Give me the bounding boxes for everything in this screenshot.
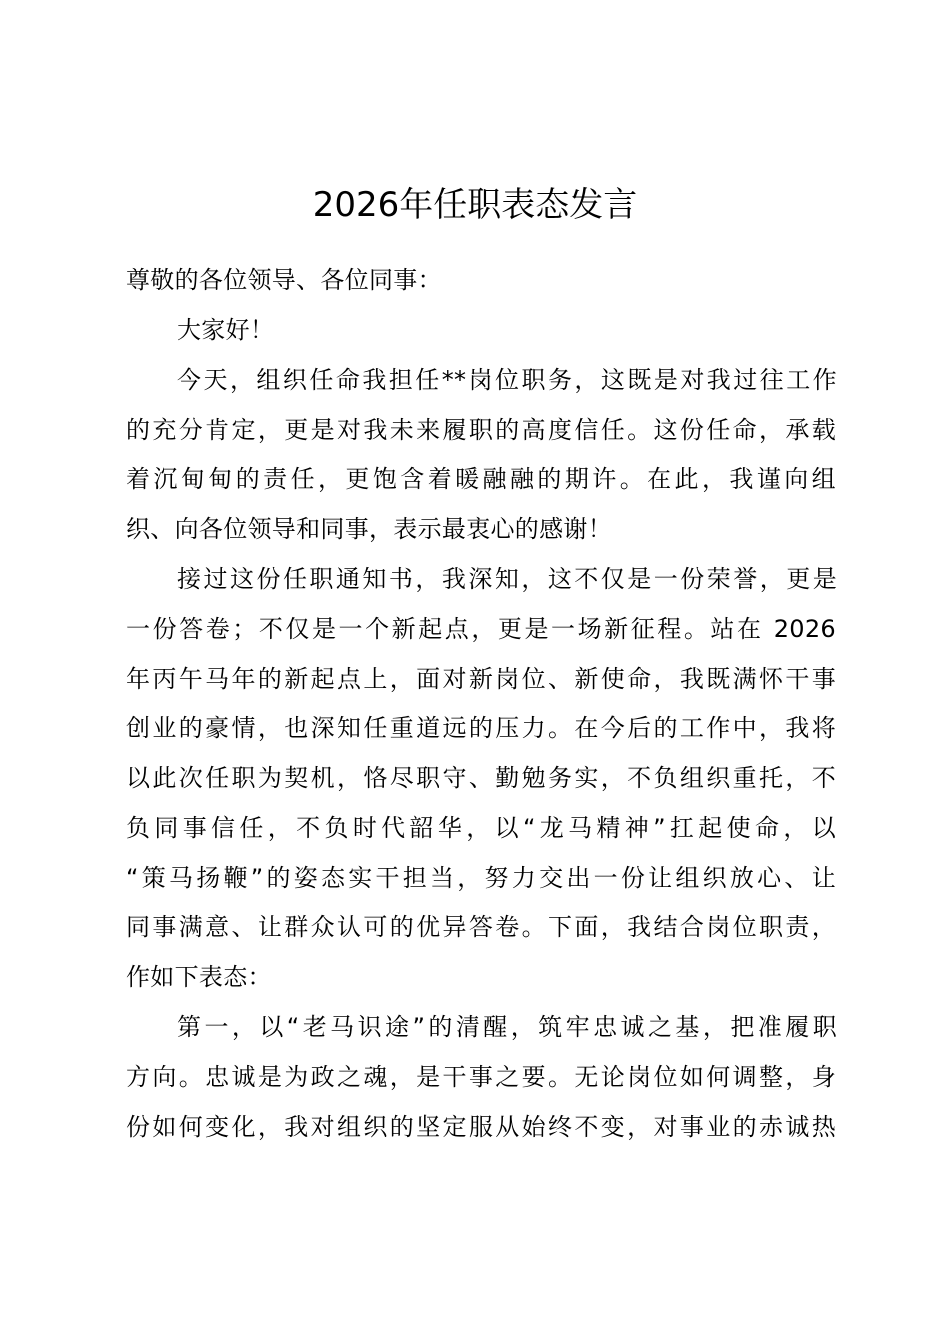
paragraph-line: 一份答卷；不仅是一个新起点，更是一场新征程。站在 2026 [126,615,836,643]
paragraph-line: 第一，以“老马识途”的清醒，筑牢忠诚之基，把准履职 [177,1013,837,1041]
paragraph-line: 的充分肯定，更是对我未来履职的高度信任。这份任命，承载 [126,416,836,444]
paragraph-line: 织、向各位领导和同事，表示最衷心的感谢！ [126,515,612,543]
paragraph-line: 接过这份任职通知书，我深知，这不仅是一份荣誉，更是 [177,565,837,593]
paragraph-line: 同事满意、让群众认可的优异答卷。下面，我结合岗位职责， [126,913,836,941]
paragraph-line: 年丙午马年的新起点上，面对新岗位、新使命，我既满怀干事 [126,665,836,693]
paragraph-line: 以此次任职为契机，恪尽职守、勤勉务实，不负组织重托，不 [126,764,836,792]
paragraph-line: 方向。忠诚是为政之魂，是干事之要。无论岗位如何调整，身 [126,1063,836,1091]
paragraph-line: 份如何变化，我对组织的坚定服从始终不变，对事业的赤诚热 [126,1113,836,1141]
paragraph-line: 今天，组织任命我担任**岗位职务，这既是对我过往工作 [177,366,837,394]
paragraph-line: 着沉甸甸的责任，更饱含着暖融融的期许。在此，我谨向组 [126,465,836,493]
paragraph-line: 作如下表态： [126,963,272,991]
salutation: 尊敬的各位领导、各位同事： [126,266,442,294]
greeting: 大家好！ [177,316,275,344]
paragraph-line: “策马扬鞭”的姿态实干担当，努力交出一份让组织放心、让 [126,864,836,892]
paragraph-line: 负同事信任，不负时代韶华，以“龙马精神”扛起使命，以 [126,814,836,842]
paragraph-line: 创业的豪情，也深知任重道远的压力。在今后的工作中，我将 [126,714,836,742]
document-title: 2026年任职表态发言 [312,185,638,225]
